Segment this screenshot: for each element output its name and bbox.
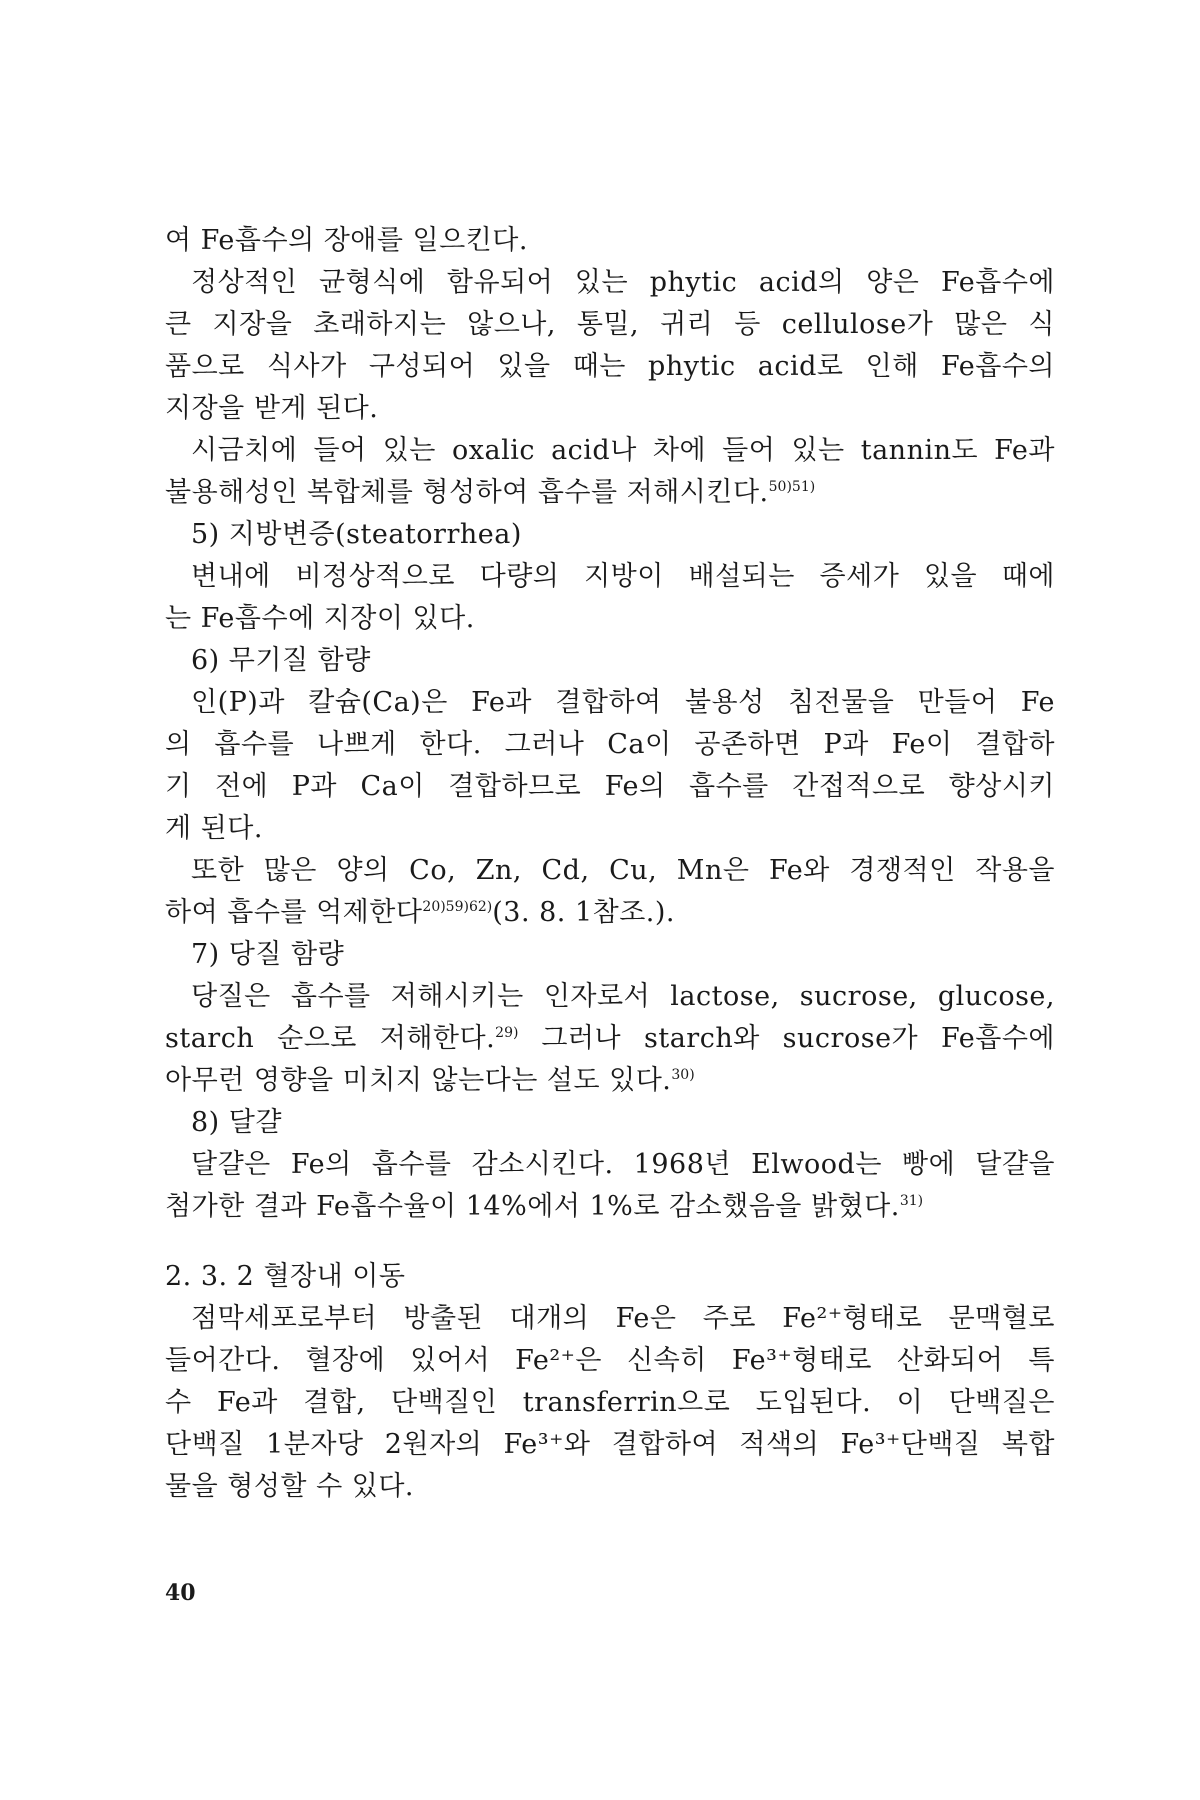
section-heading	[165, 1256, 1055, 1298]
text-line	[165, 472, 1055, 514]
line-text: 기 전에 P과 Ca이 결합하므로 Fe의 흡수를 간접적으로 향상시키	[165, 771, 1055, 802]
text-line	[165, 1466, 1055, 1508]
text-line	[165, 1060, 1055, 1102]
text-line	[165, 262, 1055, 304]
line-text: 8) 달걀	[191, 1107, 282, 1138]
text-line	[165, 556, 1055, 598]
text-line	[165, 598, 1055, 640]
line-text: 시금치에 들어 있는 oxalic acid나 차에 들어 있는 tannin도 Fe과	[191, 435, 1055, 466]
text-line	[165, 1340, 1055, 1382]
text-line	[165, 976, 1055, 1018]
citation-superscript: 29)	[495, 1025, 519, 1041]
line-text: 물을 형성할 수 있다.	[165, 1471, 414, 1502]
line-text: 하여 흡수를 억제한다	[165, 897, 423, 928]
citation-superscript: 50)51)	[768, 479, 816, 495]
line-text: 단백질 1분자당 2원자의 Fe³⁺와 결합하여 적색의 Fe³⁺단백질 복합	[165, 1429, 1055, 1460]
text-line	[165, 1018, 1055, 1060]
line-text: 수 Fe과 결합, 단백질인 transferrin으로 도입된다. 이 단백질은	[165, 1387, 1055, 1418]
line-text: 7) 당질 함량	[191, 939, 345, 970]
line-text: 5) 지방변증(steatorrhea)	[191, 519, 522, 550]
citation-superscript: 31)	[899, 1193, 924, 1209]
line-text: 첨가한 결과 Fe흡수율이 14%에서 1%로 감소했음을 밝혔다.	[165, 1191, 900, 1222]
line-text: 들어간다. 혈장에 있어서 Fe²⁺은 신속히 Fe³⁺형태로 산화되어 특	[165, 1345, 1055, 1376]
line-text: 품으로 식사가 구성되어 있을 때는 phytic acid로 인해 Fe흡수의	[165, 351, 1055, 382]
text-line	[165, 934, 1055, 976]
text-line	[165, 514, 1055, 556]
text-line	[165, 304, 1055, 346]
text-line	[165, 682, 1055, 724]
text-line	[165, 724, 1055, 766]
line-text: 의 흡수를 나쁘게 한다. 그러나 Ca이 공존하면 P과 Fe이 결합하	[165, 729, 1055, 760]
line-text: 지장을 받게 된다.	[165, 393, 379, 424]
text-line	[165, 388, 1055, 430]
text-line	[165, 220, 1055, 262]
body-text	[165, 220, 1055, 1508]
text-line	[165, 640, 1055, 682]
text-line	[165, 1298, 1055, 1340]
line-text: 달걀은 Fe의 흡수를 감소시킨다. 1968년 Elwood는 빵에 달걀을	[191, 1149, 1055, 1180]
line-text: 불용해성인 복합체를 형성하여 흡수를 저해시킨다.	[165, 477, 769, 508]
text-line	[165, 430, 1055, 472]
line-text: 정상적인 균형식에 함유되어 있는 phytic acid의 양은 Fe흡수에	[191, 267, 1055, 298]
line-text: 또한 많은 양의 Co, Zn, Cd, Cu, Mn은 Fe와 경쟁적인 작용을	[191, 855, 1055, 886]
line-text: 당질은 흡수를 저해시키는 인자로서 lactose, sucrose, glucose,	[191, 981, 1055, 1012]
text-line	[165, 1144, 1055, 1186]
line-text-continued: (3. 8. 1참조.).	[492, 897, 676, 928]
citation-superscript: 20)59)62)	[422, 899, 493, 915]
text-line	[165, 1424, 1055, 1466]
text-line	[165, 850, 1055, 892]
line-text: 2. 3. 2 혈장내 이동	[165, 1261, 406, 1292]
text-line	[165, 1186, 1055, 1228]
line-text: 는 Fe흡수에 지장이 있다.	[165, 603, 475, 634]
citation-superscript: 30)	[671, 1067, 695, 1083]
line-text: 여 Fe흡수의 장애를 일으킨다.	[165, 225, 528, 256]
line-text: 6) 무기질 함량	[191, 645, 371, 676]
text-line	[165, 1102, 1055, 1144]
line-text: 큰 지장을 초래하지는 않으나, 통밀, 귀리 등 cellulose가 많은 식	[165, 309, 1055, 340]
text-line	[165, 892, 1055, 934]
page-number: 40	[165, 1580, 196, 1606]
text-line	[165, 1382, 1055, 1424]
line-text: 게 된다.	[165, 813, 263, 844]
line-text: 변내에 비정상적으로 다량의 지방이 배설되는 증세가 있을 때에	[191, 561, 1055, 592]
line-text: 아무런 영향을 미치지 않는다는 설도 있다.	[165, 1065, 672, 1096]
text-line	[165, 346, 1055, 388]
line-text: starch 순으로 저해한다.	[165, 1023, 496, 1054]
line-text: 점막세포로부터 방출된 대개의 Fe은 주로 Fe²⁺형태로 문맥혈로	[191, 1303, 1055, 1334]
line-text: 인(P)과 칼슘(Ca)은 Fe과 결합하여 불용성 침전물을 만들어 Fe	[191, 687, 1055, 718]
line-text-continued: 그러나 starch와 sucrose가 Fe흡수에	[518, 1023, 1055, 1054]
section-gap	[165, 1228, 1055, 1256]
text-line	[165, 766, 1055, 808]
text-line	[165, 808, 1055, 850]
